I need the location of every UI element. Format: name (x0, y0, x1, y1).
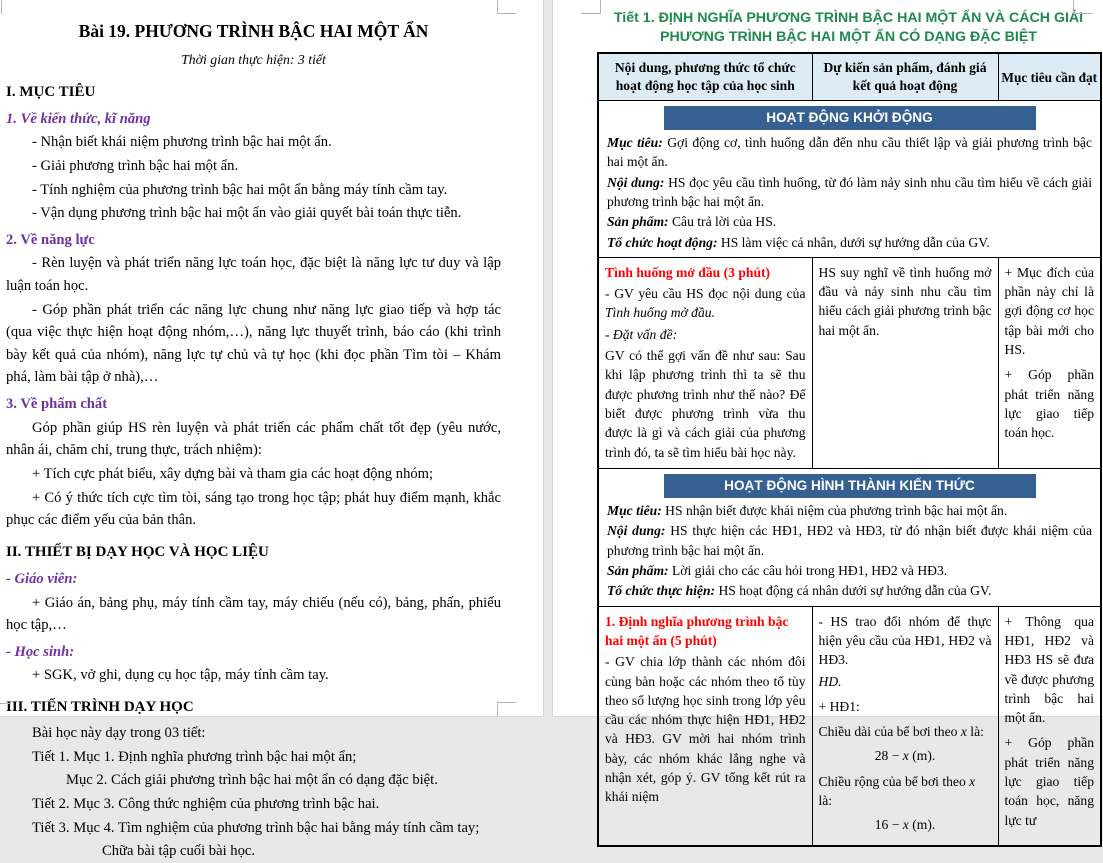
header-noi-dung: Nội dung, phương thức tổ chức hoạt động học tập của học sinh (598, 53, 812, 100)
math-variable: x (902, 748, 909, 764)
meta-text: HS nhận biết được khái niệm của phương trình bậc hai một ẩn. (661, 503, 1008, 519)
dinh-nghia-du-kien-cell (812, 606, 998, 845)
khoi-dong-noi-dung (607, 173, 1092, 212)
section-heading-muc-tieu: I. MỤC TIÊU (6, 83, 96, 100)
banner-hoat-dong-hinh-thanh: HOẠT ĐỘNG HÌNH THÀNH KIẾN THỨC (664, 474, 1036, 498)
hinh-thanh-to-chuc (607, 581, 1092, 600)
page-2 (553, 0, 1103, 833)
meta-label: Nội dung: (607, 174, 665, 190)
meta-label: Sản phẩm: (607, 214, 669, 230)
subheading-kien-thuc: 1. Về kiến thức, kĩ năng (6, 110, 151, 127)
text-run: Chiều rộng của bể bơi theo (818, 773, 970, 789)
hinh-thanh-muc-tieu (607, 501, 1092, 520)
meta-label: Sản phẩm: (607, 563, 669, 579)
tinh-huong-noi-dung-cell (598, 257, 812, 468)
math-expression-16-x (819, 815, 992, 834)
nang-luc-item: - Góp phần phát triển các năng lực chung như năng lực giao tiếp và hợp tác (qua việc thực hiện hoạt động nhóm,…), năng lực thuyết trình, báo cáo (khi trình bày kết quả của nhóm), năng lực tự chủ và tự học (khi đọc phần Tìm tòi – Khám phá, làm bài tập ở nhà),… (6, 301, 501, 386)
meta-text: Lời giải cho các câu hỏi trong HĐ1, HĐ2 và HĐ3. (668, 563, 948, 579)
tiet-1-title-line-2: PHƯƠNG TRÌNH BẬC HAI MỘT ẨN CÓ DẠNG ĐẶC BIỆT (660, 28, 1037, 45)
khoi-dong-san-pham (607, 212, 1092, 231)
meta-text: Câu trả lời của HS. (668, 214, 777, 230)
hinh-thanh-cell (598, 468, 1101, 606)
pham-chat-item: + Tích cực phát biểu, xây dựng bài và tham gia các hoạt động nhóm; (32, 465, 434, 482)
meta-text: Gợi động cơ, tình huống dẫn đến nhu cầu thiết lập và giải phương trình bậc hai một ẩn. (607, 135, 1092, 170)
tinh-huong-p1 (605, 284, 806, 323)
text-run: là: (818, 793, 833, 809)
tien-trinh-intro: Bài học này dạy trong 03 tiết: (32, 725, 206, 742)
tinh-huong-title: Tình huống mở đầu (3 phút) (605, 264, 771, 280)
khoi-dong-muc-tieu (607, 133, 1092, 172)
meta-text: HS hoạt động cá nhân dưới sự hướng dẫn của GV. (715, 583, 992, 599)
math-variable: x (960, 724, 967, 740)
tien-trinh-line: Tiết 3. Mục 4. Tìm nghiệm của phương trình bậc hai bằng máy tính cầm tay; (32, 819, 480, 836)
text-run-italic: Tình huống mở đầu. (605, 305, 715, 321)
meta-text: HS thực hiện các HĐ1, HĐ2 và HĐ3, từ đó nhận biết được khái niệm của phương trình bậc hai một ẩn. (607, 523, 1092, 558)
lesson-duration: Thời gian thực hiện: 3 tiết (181, 52, 326, 68)
khoi-dong-cell (598, 100, 1101, 257)
dinh-nghia-p1: - GV chia lớp thành các nhóm đôi cùng bàn hoặc các nhóm theo tổ tùy theo số lượng học sinh trong lớp yêu cầu các nhóm thực hiện HĐ1, HĐ2 và HĐ3. GV mời hai nhóm trình bày, các nhóm khác lắng nghe và nhận xét, góp ý. GV tổng kết rút ra khái niệm (605, 654, 806, 805)
dinh-nghia-title: 1. Định nghĩa phương trình bậc hai một ẩn (5 phút) (605, 613, 789, 648)
subheading-nang-luc: 2. Về năng lực (6, 231, 95, 248)
tien-trinh-line: Tiết 2. Mục 3. Công thức nghiệm của phương trình bậc hai. (32, 796, 380, 813)
chieu-rong-line (819, 772, 992, 811)
khoi-dong-to-chuc (607, 233, 1092, 252)
header-muc-tieu: Mục tiêu cần đạt (998, 53, 1101, 100)
page-1 (0, 0, 543, 860)
meta-text: HS làm việc cá nhân, dưới sự hướng dẫn của GV. (717, 234, 990, 250)
kien-thuc-item: - Nhận biết khái niệm phương trình bậc hai một ẩn. (32, 134, 332, 151)
section-row-khoi-dong (598, 100, 1101, 257)
meta-label: Nội dung: (607, 523, 666, 539)
activity-table (597, 52, 1102, 846)
kien-thuc-item: - Tính nghiệm của phương trình bậc hai một ẩn bằng máy tính cầm tay. (32, 181, 448, 198)
text-run: (m). (908, 748, 936, 764)
tien-trinh-line: Mục 2. Cách giải phương trình bậc hai một ẩn có dạng đặc biệt. (66, 772, 438, 789)
dinh-nghia-muc-tieu-item: + Góp phần phát triển năng lực giao tiếp toán học, năng lực tư (1004, 735, 1094, 828)
hoc-sinh-item: + SGK, vở ghi, dụng cụ học tập, máy tính cầm tay. (32, 667, 329, 684)
hinh-thanh-noi-dung (607, 521, 1092, 560)
math-variable: x (902, 817, 909, 833)
text-run: (m). (908, 817, 936, 833)
meta-label: Tổ chức hoạt động: (607, 234, 718, 250)
lesson-title: Bài 19. PHƯƠNG TRÌNH BẬC HAI MỘT ẨN (78, 21, 429, 41)
header-du-kien: Dự kiến sản phẩm, đánh giá kết quả hoạt động (812, 53, 998, 100)
meta-label: Tổ chức thực hiện: (607, 583, 716, 599)
section-heading-tien-trinh: III. TIẾN TRÌNH DẠY HỌC (6, 699, 194, 716)
meta-label: Mục tiêu: (607, 135, 663, 151)
text-run: - GV yêu cầu HS đọc nội dung của (605, 286, 806, 302)
tiet-1-title-line-1: Tiết 1. ĐỊNH NGHĨA PHƯƠNG TRÌNH BẬC HAI MỘT ẨN VÀ CÁCH GIẢI (613, 10, 1084, 26)
nang-luc-item: - Rèn luyện và phát triển năng lực toán học, đặc biệt là năng lực tư duy và lập luận toán học. (6, 255, 501, 295)
banner-hoat-dong-khoi-dong: HOẠT ĐỘNG KHỞI ĐỘNG (664, 106, 1036, 130)
meta-text: HS đọc yêu cầu tình huống, từ đó làm nảy sinh nhu cầu tìm hiểu về cách giải phương trình bậc hai một ẩn. (607, 174, 1092, 209)
page-1-content (0, 0, 543, 863)
text-run: 16 − (874, 817, 903, 833)
math-variable: x (969, 773, 976, 789)
kien-thuc-item: - Giải phương trình bậc hai một ẩn. (32, 157, 239, 174)
tinh-huong-muc-tieu-item: + Mục đích của phần này chỉ là gợi động cơ học tập bài mới cho HS. (1004, 264, 1094, 358)
dinh-nghia-muc-tieu-item: + Thông qua HĐ1, HĐ2 và HĐ3 HS sẽ đưa về được phương trình bậc hai một ẩn. (1004, 613, 1094, 726)
text-run: là: (966, 724, 984, 740)
tien-trinh-line: Chữa bài tập cuối bài học. (102, 843, 255, 860)
section-row-hinh-thanh (598, 468, 1101, 606)
tiet-1-title (597, 9, 1100, 46)
text-run: Chiều dài của bể bơi theo (818, 724, 961, 740)
text-run: 28 − (874, 748, 903, 764)
hd-label: HD. (818, 673, 842, 689)
pham-chat-item: + Có ý thức tích cực tìm tòi, sáng tạo trong học tập; phát huy điểm mạnh, khắc phục các điểm yếu của bản thân. (6, 489, 501, 529)
activity-row-tinh-huong (598, 257, 1101, 468)
tinh-huong-p2: - Đặt vấn đề: (605, 326, 678, 342)
tinh-huong-muc-tieu-cell (998, 257, 1101, 468)
chieu-dai-line (819, 722, 992, 741)
meta-label: Mục tiêu: (607, 503, 662, 519)
dinh-nghia-noi-dung-cell (598, 606, 812, 845)
table-header-row (598, 53, 1101, 100)
section-heading-thiet-bi: II. THIẾT BỊ DẠY HỌC VÀ HỌC LIỆU (6, 543, 269, 560)
hs-trao-doi: - HS trao đổi nhóm để thực hiện yêu cầu của HĐ1, HĐ2 và HĐ3. (818, 613, 992, 668)
tien-trinh-line: Tiết 1. Mục 1. Định nghĩa phương trình bậc hai một ẩn; (32, 748, 357, 765)
hd1-label: + HĐ1: (818, 698, 860, 714)
label-hoc-sinh: - Học sinh: (6, 643, 75, 660)
tinh-huong-du-kien-cell (812, 257, 998, 468)
dinh-nghia-muc-tieu-cell (998, 606, 1101, 845)
giao-vien-item: + Giáo án, bảng phụ, máy tính cầm tay, máy chiếu (nếu có), bảng, phấn, phiếu học tập,… (6, 594, 501, 634)
tinh-huong-muc-tieu-item: + Góp phần phát triển năng lực giao tiếp toán học. (1004, 367, 1094, 441)
tinh-huong-du-kien: HS suy nghĩ về tình huống mở đầu và nảy sinh nhu cầu tìm hiểu cách giải phương trình bậc hai một ẩn. (818, 264, 992, 338)
pham-chat-item: Góp phần giúp HS rèn luyện và phát triển các phẩm chất tốt đẹp (yêu nước, nhân ái, chăm chỉ, trung thực, trách nhiệm): (6, 419, 501, 459)
subheading-pham-chat: 3. Về phẩm chất (6, 396, 108, 413)
activity-row-dinh-nghia (598, 606, 1101, 845)
label-giao-vien: - Giáo viên: (6, 570, 78, 587)
tinh-huong-p3: GV có thể gợi vấn đề như sau: Sau khi lập phương trình thì ta sẽ thu được phương trình như thế nào? Để biết được phương trình vừa thu được là gì và cách giải của phương trình đó, ta sẽ tìm hiểu bài học này. (605, 348, 806, 460)
hinh-thanh-san-pham (607, 561, 1092, 580)
kien-thuc-item: - Vận dụng phương trình bậc hai một ẩn vào giải quyết bài toán thực tiễn. (32, 205, 462, 222)
math-expression-28-x (819, 746, 992, 765)
